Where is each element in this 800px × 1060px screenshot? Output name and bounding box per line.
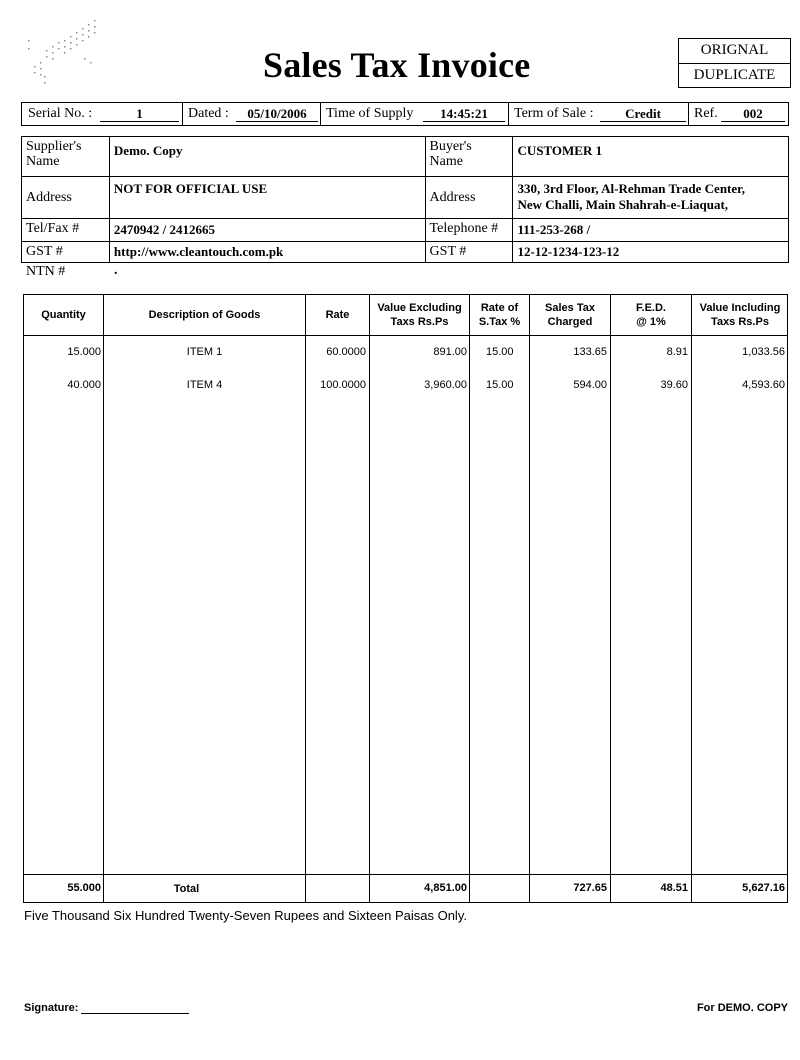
ref-value: 002 [721, 106, 785, 122]
total-value-excl: 4,851.00 [424, 882, 467, 894]
header-description: Description of Goods [148, 309, 261, 321]
serial-cell [22, 103, 182, 125]
total-quantity: 55.000 [67, 882, 101, 894]
row1-rate: 60.0000 [326, 346, 366, 358]
row2-quantity: 40.000 [67, 379, 101, 391]
buyer-gst-label: GST # [425, 242, 513, 263]
goods-table [23, 294, 788, 903]
ref-cell [688, 103, 788, 125]
signature-line [81, 1003, 189, 1014]
buyer-name-label: Buyer's Name [425, 137, 513, 177]
supplier-gst: http://www.cleantouch.com.pk [109, 242, 425, 263]
amount-in-words: Five Thousand Six Hundred Twenty-Seven Rupees and Sixteen Paisas Only. [24, 908, 467, 923]
supplier-tel-label: Tel/Fax # [22, 219, 110, 242]
total-label: Total [173, 883, 200, 895]
time-value: 14:45:21 [423, 106, 505, 122]
supplier-address-label: Address [22, 177, 110, 219]
supplier-name-label: Supplier's Name [22, 137, 110, 177]
header-stax-charged: Sales Tax Charged [545, 302, 595, 328]
time-label: Time of Supply [326, 106, 414, 121]
dated-label: Dated : [188, 106, 229, 121]
row1-stax-rate: 15.00 [486, 346, 514, 358]
buyer-name: CUSTOMER 1 [513, 137, 789, 177]
serial-label: Serial No. : [28, 106, 93, 121]
invoice-meta-bar [21, 102, 789, 126]
document-title: Sales Tax Invoice [263, 45, 531, 85]
copy-type-box [678, 38, 791, 88]
buyer-gst: 12-12-1234-123-12 [513, 242, 789, 263]
signature-label: Signature: [24, 1002, 79, 1014]
supplier-tel: 2470942 / 2412665 [109, 219, 425, 242]
ntn-value: . [114, 263, 118, 278]
original-label: ORIGNAL [679, 39, 790, 64]
buyer-tel-label: Telephone # [425, 219, 513, 242]
row1-value-incl: 1,033.56 [742, 346, 785, 358]
supplier-address: NOT FOR OFFICIAL USE [109, 177, 425, 219]
row2-stax: 594.00 [573, 379, 607, 391]
term-value: Credit [600, 106, 686, 122]
party-details-table [21, 136, 789, 263]
buyer-address [513, 177, 789, 219]
row2-fed: 39.60 [660, 379, 688, 391]
header-quantity: Quantity [41, 309, 86, 321]
time-cell [320, 103, 508, 125]
total-fed: 48.51 [660, 882, 688, 894]
row1-fed: 8.91 [666, 346, 688, 358]
signature-field [24, 1002, 189, 1014]
header-value-incl: Value Including Taxs Rs.Ps [699, 302, 781, 328]
ntn-label: NTN # [26, 264, 66, 279]
term-label: Term of Sale : [514, 106, 594, 121]
dated-value: 05/10/2006 [236, 106, 318, 122]
header-rate: Rate [325, 309, 350, 321]
term-cell [508, 103, 688, 125]
buyer-address-label: Address [425, 177, 513, 219]
dated-cell [182, 103, 320, 125]
header-stax-rate: Rate of S.Tax % [478, 302, 521, 328]
supplier-name: Demo. Copy [109, 137, 425, 177]
buyer-tel: 111-253-268 / [513, 219, 789, 242]
supplier-gst-label: GST # [22, 242, 110, 263]
buyer-address-line2: New Challi, Main Shahrah-e-Liaquat, [517, 197, 729, 212]
row1-value-excl: 891.00 [433, 346, 467, 358]
header-value-excl: Value Excluding Taxs Rs.Ps [377, 302, 462, 328]
row1-quantity: 15.000 [67, 346, 101, 358]
header-fed: F.E.D. @ 1% [636, 302, 666, 328]
serial-value: 1 [100, 106, 179, 122]
duplicate-label: DUPLICATE [693, 67, 776, 83]
row1-description: ITEM 1 [186, 346, 223, 358]
row2-stax-rate: 15.00 [486, 379, 514, 391]
ref-label: Ref. [694, 106, 718, 121]
company-logo-dots [24, 18, 104, 88]
total-stax: 727.65 [573, 882, 607, 894]
row1-stax: 133.65 [573, 346, 607, 358]
row2-value-incl: 4,593.60 [742, 379, 785, 391]
row2-rate: 100.0000 [320, 379, 366, 391]
total-value-incl: 5,627.16 [742, 882, 785, 894]
for-company-label: For DEMO. COPY [696, 1002, 788, 1014]
buyer-address-line1: 330, 3rd Floor, Al-Rehman Trade Center, [517, 181, 745, 196]
row2-description: ITEM 4 [186, 379, 223, 391]
row2-value-excl: 3,960.00 [424, 379, 467, 391]
